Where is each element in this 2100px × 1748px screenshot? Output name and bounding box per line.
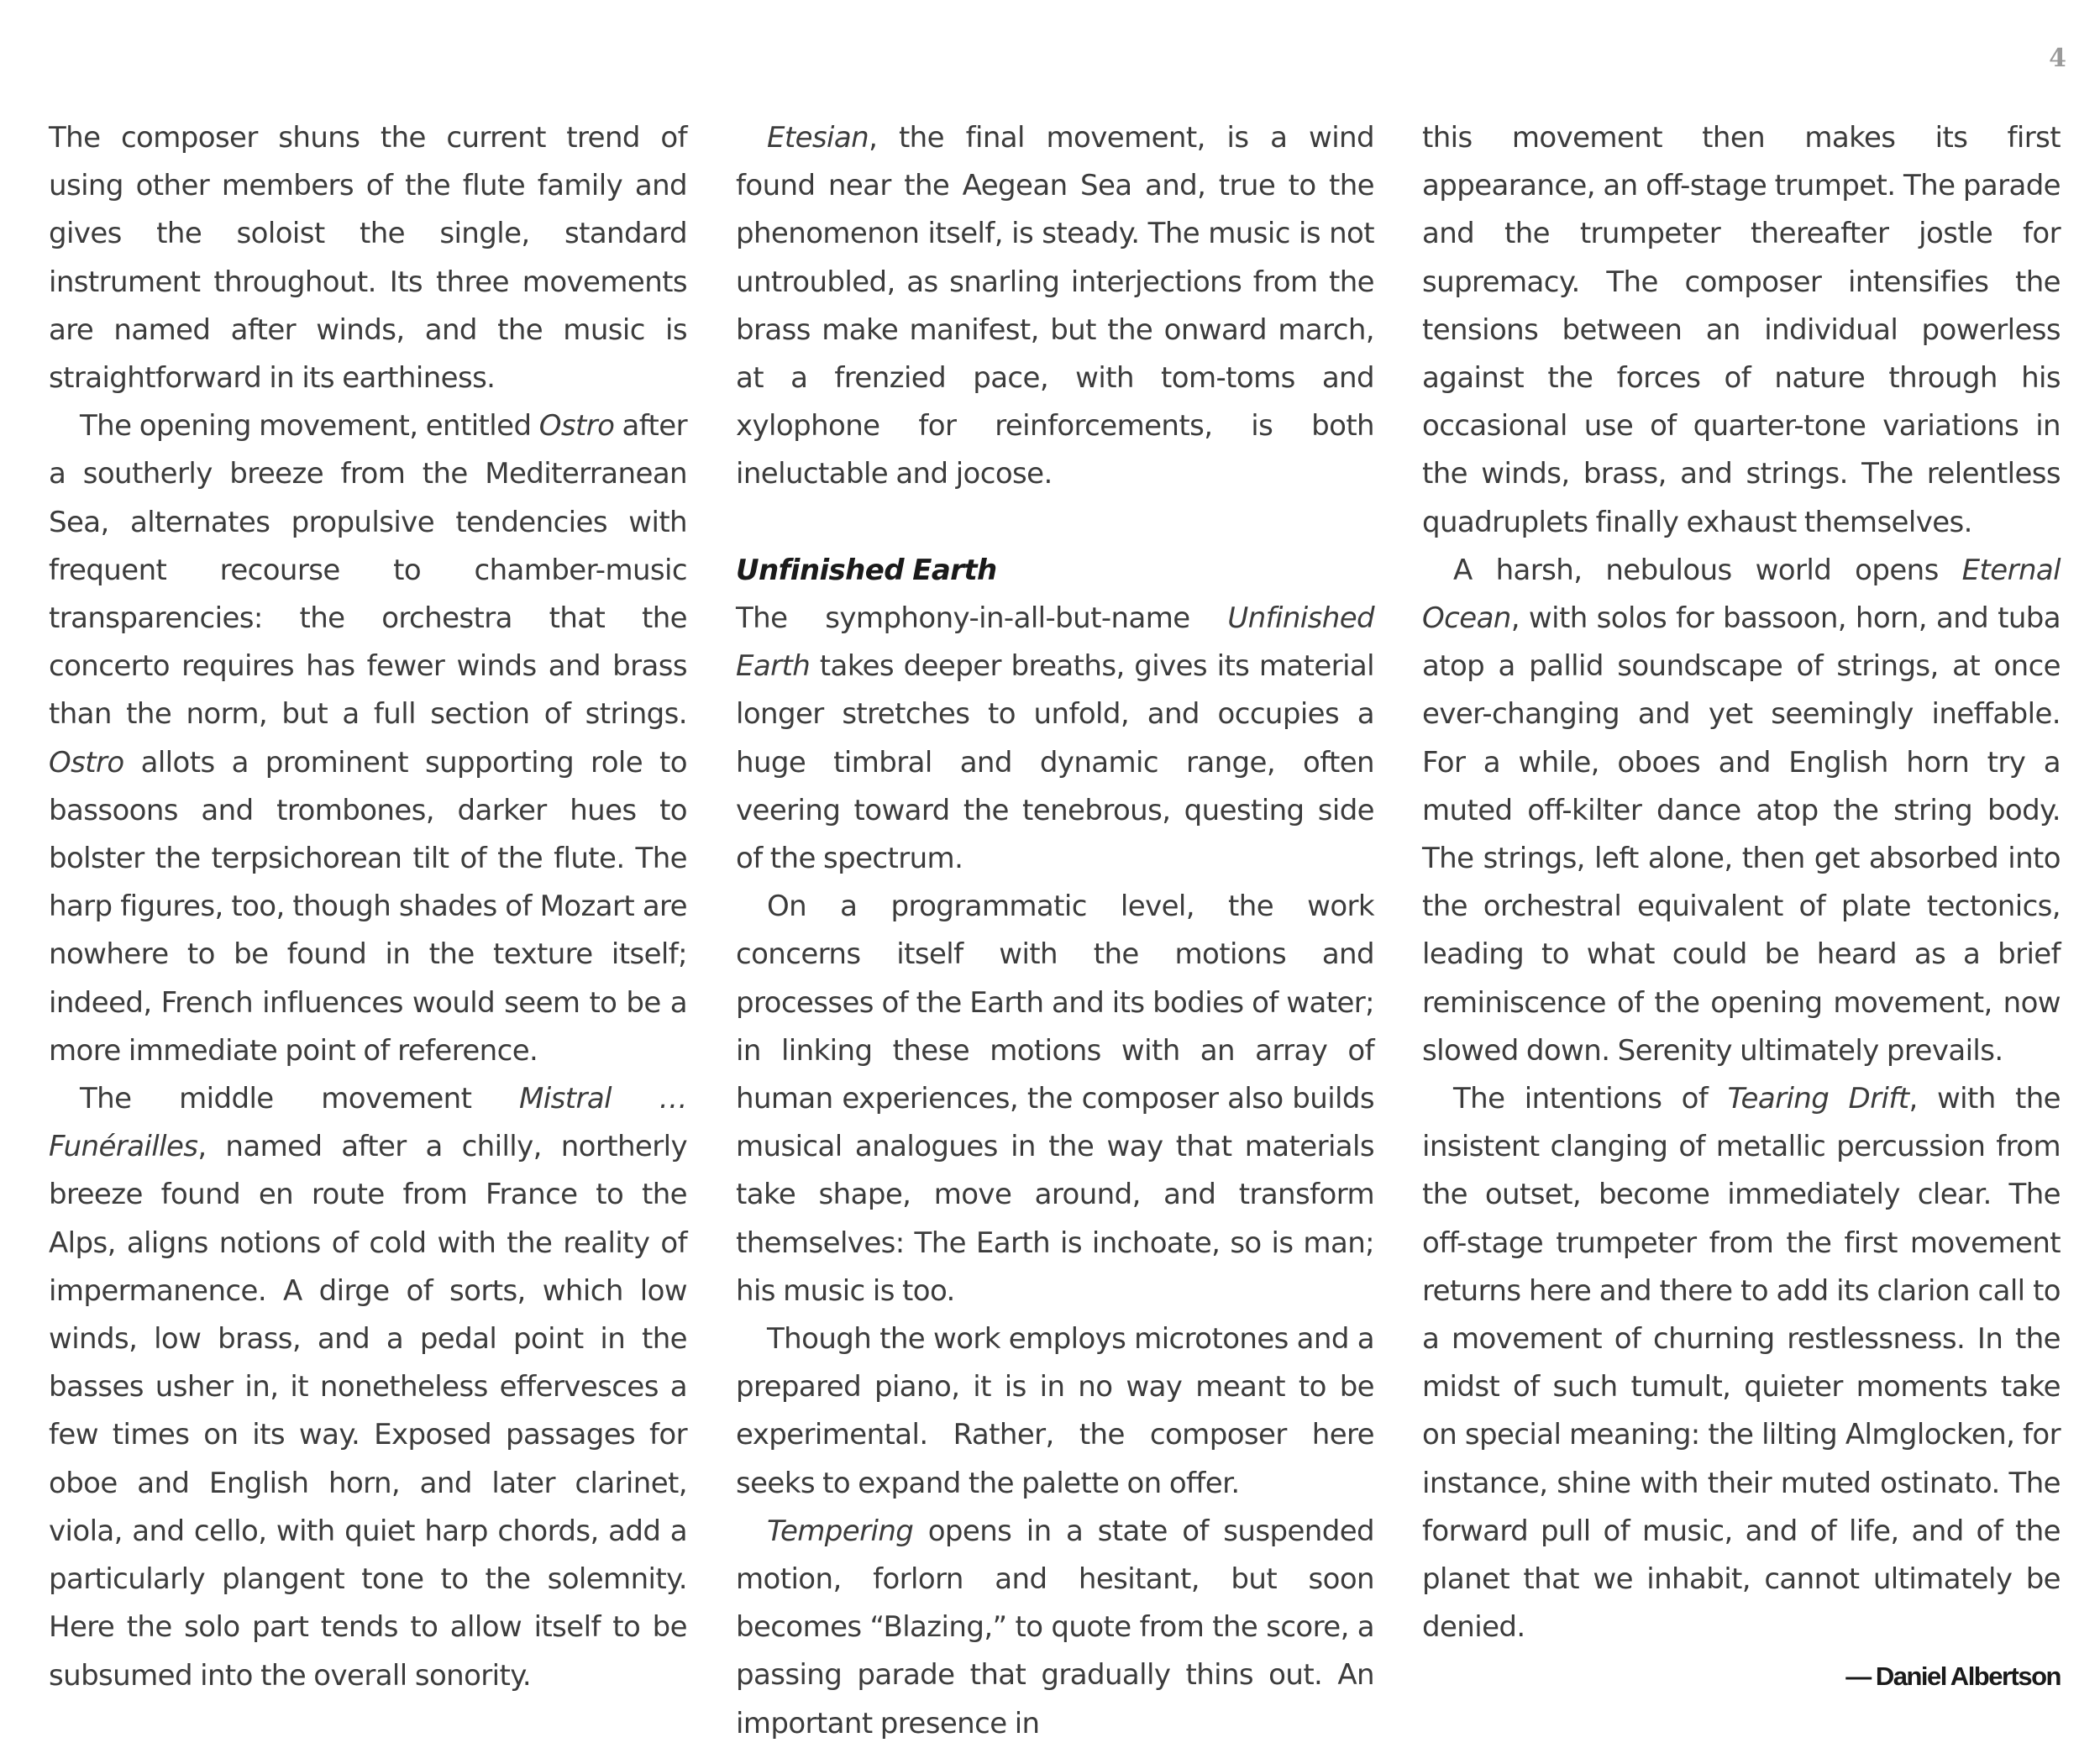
paragraph-intro: The composer shuns the current trend of using other members of the flute family and gives the soloist the single, standard instrument throughout. Its three movements are named after winds, and the music is straightforward in its earthiness.: [49, 121, 687, 396]
paragraph-etesian: Etesian, the final movement, is a wind found near the Aegean Sea and, true to the phenomenon itself, is steady. The music is not untroubled, as snarling interjections from the brass make manifest, but the onward march, at a frenzied pace, with tom-toms and xylophone for reinforcements, is both ineluctable and jocose.: [736, 121, 1374, 491]
italic-title: Tempering: [767, 1514, 914, 1548]
paragraph-unfinished-earth: The symphony-in-all-but-name Unfinished Earth takes deeper breaths, gives its material longer stretches to unfold, and occupies a huge timbral and dynamic range, often veering toward the tenebrous, questing side of the spectrum.: [736, 601, 1374, 876]
paragraph-ostro: The opening movement, entitled Ostro after a southerly breeze from the Mediterranean Sea, alternates propulsive tendencies with frequent recourse to chamber-music transparencies: the orchestra that the concerto requires has fewer winds and brass than the norm, but a full section of strings. Ostro allots a prominent supporting role to bassoons and trombones, darker hues to bolster the terpsichorean tilt of the flute. The harp figures, too, though shades of Mozart are nowhere to be found in the texture itself; indeed, French influences would seem to be a more immediate point of reference.: [49, 409, 687, 1068]
italic-title: Unfinished Earth: [736, 601, 1374, 684]
text-column-2: [736, 114, 1374, 1748]
italic-title: Eternal Ocean: [1422, 553, 2061, 636]
paragraph-microtones: Though the work employs microtones and a prepared piano, it is in no way meant to be experimental. Rather, the composer here seeks to expand the palette on offer.: [736, 1322, 1374, 1500]
text-column-3: [1422, 114, 2061, 1700]
author-signature: — Daniel Albertson: [1845, 1661, 2061, 1691]
paragraph-tempering: Tempering opens in a state of suspended motion, forlorn and hesitant, but soon becomes “Blazing,” to quote from the score, a passing parade that gradually thins out. An important presence in: [736, 1514, 1374, 1740]
paragraph-mistral: The middle movement Mistral … Funérailles, named after a chilly, northerly breeze found en route from France to the Alps, aligns notions of cold with the reality of impermanence. A dirge of sorts, which low winds, low brass, and a pedal point in the basses usher in, it nonetheless effervesces a few times on its way. Exposed passages for oboe and English horn, and later clarinet, viola, and cello, with quiet harp chords, add a particularly plangent tone to the solemnity. Here the solo part tends to allow itself to be subsumed into the overall sonority.: [49, 1082, 687, 1693]
italic-title: Ostro: [538, 409, 615, 444]
paragraph-trumpet: this movement then makes its first appearance, an off-stage trumpet. The parade and the trumpeter thereafter jostle for supremacy. The composer intensifies the tensions between an individual powerless against the forces of nature through his occasional use of quarter-tone variations in the winds, brass, and strings. The relentless quadruplets finally exhaust themselves.: [1422, 121, 2061, 539]
italic-title: Etesian: [767, 121, 869, 155]
italic-title: Tearing Drift: [1727, 1082, 1909, 1116]
section-heading: Unfinished Earth: [736, 553, 997, 587]
page-number: 4: [2049, 44, 2066, 73]
paragraph-programmatic: On a programmatic level, the work concerns itself with the motions and processes of the Earth and its bodies of water; in linking these motions with an array of human experiences, the composer also builds musical analogues in the way that materials take shape, move around, and transform themselves: The Earth is inchoate, so is man; his music is too.: [736, 890, 1374, 1308]
text-column-1: [49, 114, 687, 1700]
paragraph-eternal-ocean: A harsh, nebulous world opens Eternal Ocean, with solos for bassoon, horn, and tuba atop a pallid soundscape of strings, at once ever-changing and yet seemingly ineffable. For a while, oboes and English horn try a muted off-kilter dance atop the string body. The strings, left alone, then get absorbed into the orchestral equivalent of plate tectonics, leading to what could be heard as a brief reminiscence of the opening movement, now slowed down. Serenity ultimately prevails.: [1422, 553, 2061, 1068]
italic-title: Mistral … Funérailles: [49, 1082, 687, 1164]
italic-title: Ostro: [49, 745, 124, 780]
paragraph-tearing-drift: The intentions of Tearing Drift, with the insistent clanging of metallic percussion from the outset, become immediately clear. The off-stage trumpeter from the first movement returns here and there to add its clarion call to a movement of churning restlessness. In the midst of such tumult, quieter moments take on special meaning: the lilting Almglocken, for instance, shine with their muted ostinato. The forward pull of music, and of life, and of the planet that we inhabit, cannot ultimately be denied.: [1422, 1082, 2061, 1645]
